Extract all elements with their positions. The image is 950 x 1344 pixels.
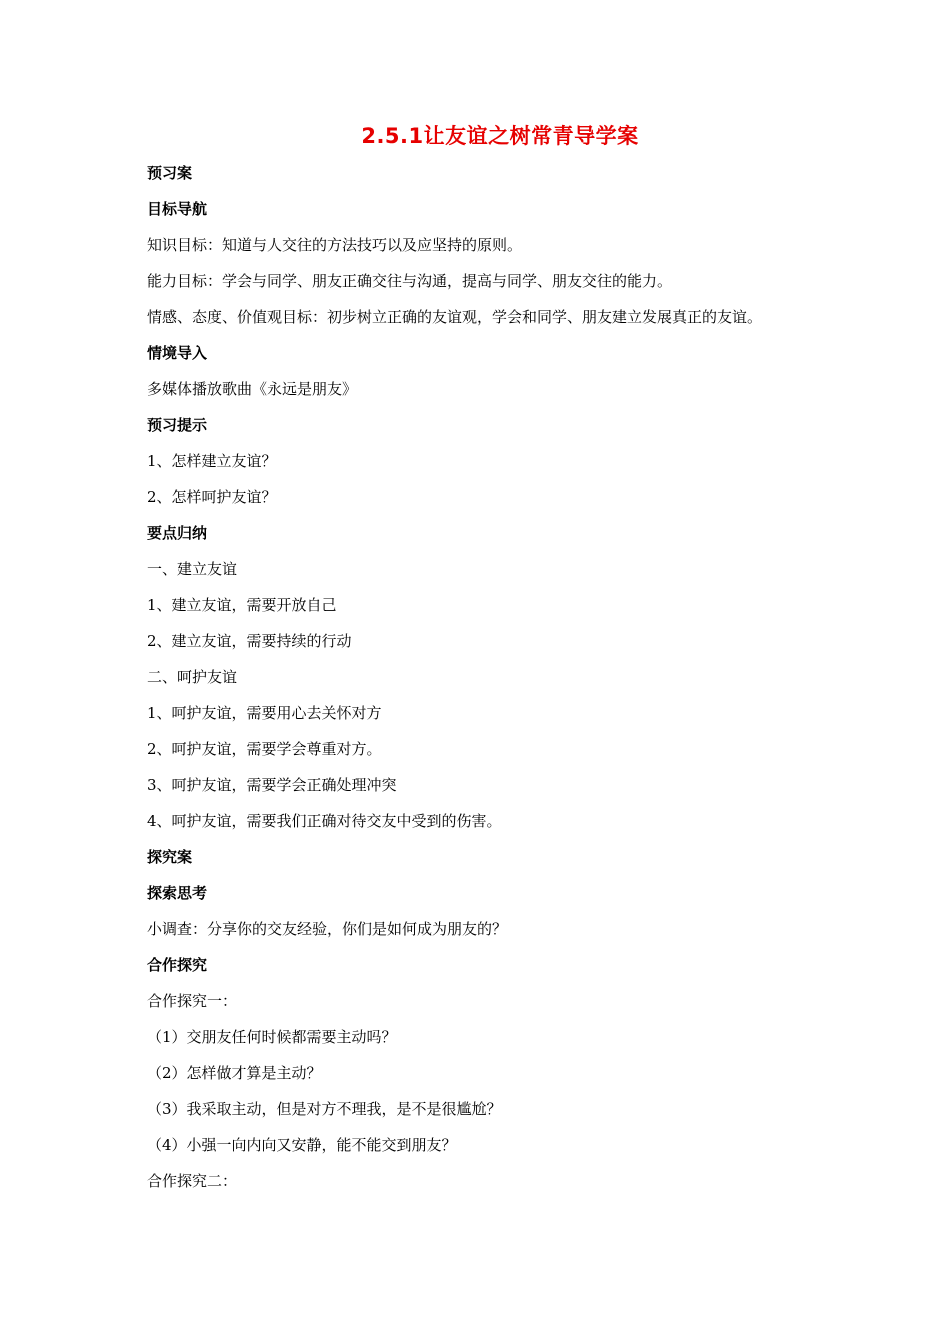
body-line: 多媒体播放歌曲《永远是朋友》: [147, 380, 358, 398]
section-heading: 探究案: [147, 848, 193, 866]
body-line: 二、呵护友谊: [147, 668, 238, 686]
body-line: 情感、态度、价值观目标：初步树立正确的友谊观，学会和同学、朋友建立发展真正的友谊。: [147, 308, 763, 326]
body-line: 2、呵护友谊，需要学会尊重对方。: [147, 740, 382, 758]
body-line: 1、怎样建立友谊？: [147, 452, 277, 470]
body-line: 2、怎样呵护友谊？: [147, 488, 277, 506]
body-line: 一、建立友谊: [147, 560, 238, 578]
body-line: 4、呵护友谊，需要我们正确对待交友中受到的伤害。: [147, 812, 502, 830]
body-line: （4）小强一向内向又安静，能不能交到朋友？: [147, 1136, 457, 1154]
section-heading: 要点归纳: [147, 524, 208, 542]
section-heading: 合作探究: [147, 956, 208, 974]
body-line: 2、建立友谊，需要持续的行动: [147, 632, 352, 650]
body-line: 合作探究二：: [147, 1172, 238, 1190]
body-line: 知识目标：知道与人交往的方法技巧以及应坚持的原则。: [147, 236, 523, 254]
body-line: 小调查：分享你的交友经验，你们是如何成为朋友的？: [147, 920, 508, 938]
section-heading: 情境导入: [147, 344, 208, 362]
document-title: 2.5.1让友谊之树常青导学案: [361, 124, 639, 148]
body-line: （3）我采取主动，但是对方不理我，是不是很尴尬？: [147, 1100, 502, 1118]
body-line: （1）交朋友任何时候都需要主动吗？: [147, 1028, 397, 1046]
document-body: [147, 158, 847, 1202]
section-heading: 预习案: [147, 164, 193, 182]
body-line: 1、呵护友谊，需要用心去关怀对方: [147, 704, 382, 722]
section-heading: 探索思考: [147, 884, 208, 902]
body-line: 合作探究一：: [147, 992, 238, 1010]
body-line: 能力目标：学会与同学、朋友正确交往与沟通，提高与同学、朋友交往的能力。: [147, 272, 673, 290]
section-heading: 目标导航: [147, 200, 208, 218]
body-line: 3、呵护友谊，需要学会正确处理冲突: [147, 776, 397, 794]
section-heading: 预习提示: [147, 416, 208, 434]
body-line: 1、建立友谊，需要开放自己: [147, 596, 337, 614]
body-line: （2）怎样做才算是主动？: [147, 1064, 322, 1082]
